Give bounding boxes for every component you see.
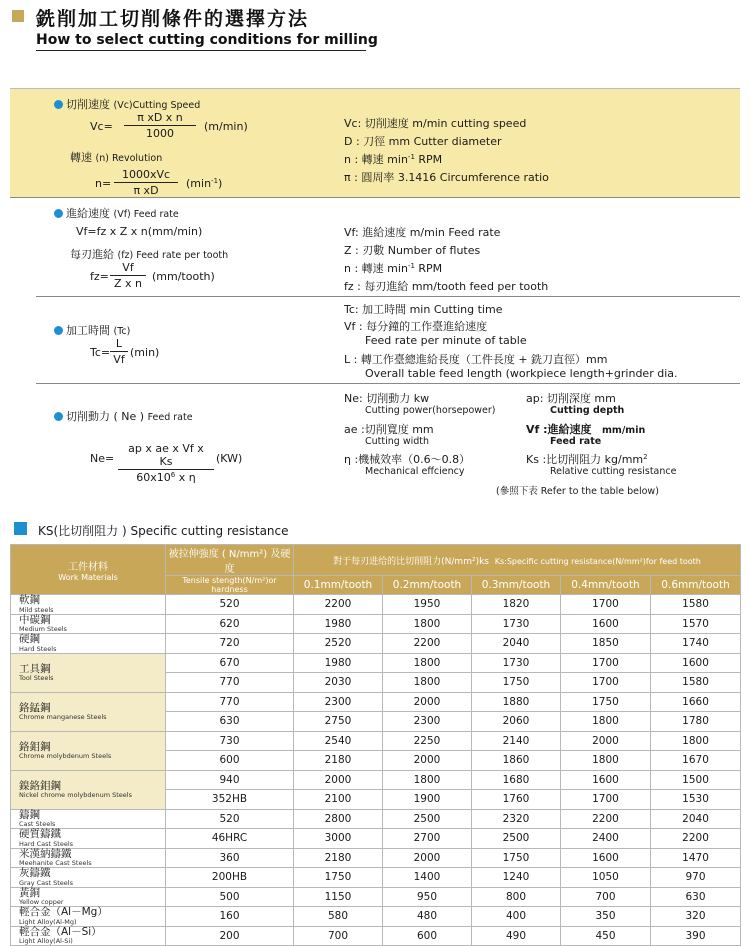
fz-unit: (mm/tooth): [152, 270, 215, 283]
header-feed: 0.3mm/tooth: [472, 576, 561, 595]
ks-marker: [14, 522, 27, 535]
def-n2: n : 轉速 $\min^{-1}$ RPM: [344, 262, 443, 275]
ks-value-cell: 320: [651, 907, 741, 927]
table-row: [11, 595, 741, 615]
tensile-cell: 200: [166, 926, 294, 946]
table-row: [11, 692, 741, 712]
ks-value-cell: 1860: [472, 751, 561, 771]
tc-lhs: Tc=: [90, 346, 111, 359]
header-feed: 0.2mm/tooth: [383, 576, 472, 595]
ks-value-cell: 1600: [561, 770, 651, 790]
ks-value-cell: 800: [472, 887, 561, 907]
ks-value-cell: 1400: [383, 868, 472, 888]
material-cell: 鉻鉬鋼 Chrome molybdenum Steels: [11, 731, 166, 770]
table-row: [11, 907, 741, 927]
ks-value-cell: 1950: [383, 595, 472, 615]
tensile-cell: 600: [166, 751, 294, 771]
tensile-cell: 352HB: [166, 790, 294, 810]
bullet-icon: [54, 412, 63, 421]
n-unit: $(\min^{-1})$: [186, 177, 223, 190]
ks-value-cell: 2300: [294, 692, 383, 712]
feed-heading: 進給速度 (Vf) Feed rate: [54, 205, 179, 221]
def-ks-en: Relative cutting resistance: [550, 466, 677, 477]
ks-value-cell: 1850: [561, 634, 651, 654]
ks-value-cell: 1580: [651, 595, 741, 615]
tensile-cell: 630: [166, 712, 294, 732]
def-l-en: Overall table feed length (workpiece length+grinder dia.: [365, 367, 678, 380]
ks-value-cell: 2180: [294, 848, 383, 868]
ks-value-cell: 1750: [294, 868, 383, 888]
ks-value-cell: 1530: [651, 790, 741, 810]
def-vf2-en: Feed rate: [550, 436, 602, 447]
ks-value-cell: 1240: [472, 868, 561, 888]
ks-value-cell: 1750: [472, 673, 561, 693]
ks-value-cell: 1660: [651, 692, 741, 712]
material-cell: 黃銅 Yellow copper: [11, 887, 166, 907]
tensile-cell: 770: [166, 673, 294, 693]
ks-value-cell: 1050: [561, 868, 651, 888]
tensile-cell: 520: [166, 809, 294, 829]
ks-value-cell: 2140: [472, 731, 561, 751]
ks-value-cell: 1800: [651, 731, 741, 751]
def-d: D : 刀徑 mm Cutter diameter: [344, 135, 502, 148]
ks-value-cell: 1780: [651, 712, 741, 732]
title-underline: [36, 50, 366, 51]
ks-value-cell: 1980: [294, 653, 383, 673]
cutting-speed-heading: 切削速度 (Vc)Cutting Speed: [54, 96, 200, 112]
ks-value-cell: 1900: [383, 790, 472, 810]
material-cell: 工具鋼 Tool Steels: [11, 653, 166, 692]
ne-fraction: $\frac{\text{ap x ae x Vf x Ks}}{60x10^6 x \eta}$: [118, 442, 214, 484]
bullet-icon: [54, 326, 63, 335]
ks-value-cell: 2200: [651, 829, 741, 849]
ks-value-cell: 1800: [383, 673, 472, 693]
def-l: L : 轉工作臺總進給長度（工件長度 + 銑刀直徑）mm: [344, 353, 608, 366]
material-cell: 輕合金（Al－Mg） Light Alloy(Al-Mg): [11, 907, 166, 927]
ks-value-cell: 2100: [294, 790, 383, 810]
header-marker: [12, 10, 24, 22]
ks-value-cell: 2040: [651, 809, 741, 829]
cutting-speed-section: [10, 88, 740, 198]
def-n: n : 轉速 $\min^{-1}$ RPM: [344, 153, 443, 166]
ks-value-cell: 2400: [561, 829, 651, 849]
ks-value-cell: 2000: [561, 731, 651, 751]
tensile-cell: 730: [166, 731, 294, 751]
def-vf: Vf: 進給速度 m/min Feed rate: [344, 226, 501, 239]
ks-table: [10, 544, 741, 946]
table-row: [11, 770, 741, 790]
def-vc: Vc: 切削速度 m/min cutting speed: [344, 117, 527, 130]
material-cell: 米漢納鑄鐵 Meehanite Cast Steels: [11, 848, 166, 868]
ks-title: KS(比切削阻力 ) Specific cutting resistance: [38, 524, 289, 538]
def-vf-min-en: Feed rate per minute of table: [365, 334, 527, 347]
ks-value-cell: 1700: [561, 790, 651, 810]
revolution-heading: 轉速 (n) Revolution: [70, 151, 163, 164]
def-ks: Ks :比切削阻力 $kg/mm^2$: [526, 453, 648, 466]
tensile-cell: 360: [166, 848, 294, 868]
header-group: 對于每刃进给的比切削阻力(N/mm²)ks Ks:Specific cutting resistance(N/mm²)for feed tooth: [294, 545, 741, 576]
tensile-cell: 500: [166, 887, 294, 907]
ks-value-cell: 1800: [383, 770, 472, 790]
bullet-icon: [54, 100, 63, 109]
ks-value-cell: 1730: [472, 614, 561, 634]
table-row: [11, 926, 741, 946]
vc-unit: (m/min): [204, 120, 248, 133]
ks-value-cell: 1800: [561, 751, 651, 771]
material-cell: 鉻錳鋼 Chrome manganese Steels: [11, 692, 166, 731]
ks-value-cell: 1500: [651, 770, 741, 790]
cutting-power-section: [10, 384, 740, 499]
ks-value-cell: 390: [651, 926, 741, 946]
ks-value-cell: 2800: [294, 809, 383, 829]
ks-value-cell: 450: [561, 926, 651, 946]
ks-value-cell: 3000: [294, 829, 383, 849]
material-cell: 硬鋼 Hard Steels: [11, 634, 166, 654]
ks-value-cell: 2040: [472, 634, 561, 654]
header-feed: 0.4mm/tooth: [561, 576, 651, 595]
def-ap: ap: 切削深度 mm: [526, 392, 616, 405]
def-eta: η :機械效率（0.6～0.8）: [344, 453, 471, 466]
fz-lhs: fz=: [90, 270, 109, 283]
bullet-icon: [54, 209, 63, 218]
ks-value-cell: 2750: [294, 712, 383, 732]
ne-lhs: Ne=: [90, 452, 115, 465]
power-heading: 切削動力 ( Ne ) Feed rate: [54, 408, 193, 424]
table-row: [11, 809, 741, 829]
ks-value-cell: 1680: [472, 770, 561, 790]
def-vf2: Vf :進給速度 mm/min: [526, 423, 646, 436]
feed-rate-section: [10, 198, 740, 296]
ks-value-cell: 1600: [651, 653, 741, 673]
ks-value-cell: 1470: [651, 848, 741, 868]
ks-value-cell: 950: [383, 887, 472, 907]
tensile-cell: 46HRC: [166, 829, 294, 849]
ks-value-cell: 1800: [383, 653, 472, 673]
ks-value-cell: 350: [561, 907, 651, 927]
tooth-heading: 每刃進給 (fz) Feed rate per tooth: [70, 248, 229, 261]
ks-value-cell: 1570: [651, 614, 741, 634]
ks-value-cell: 1880: [472, 692, 561, 712]
ks-value-cell: 1750: [561, 692, 651, 712]
table-row: [11, 653, 741, 673]
ks-value-cell: 1580: [651, 673, 741, 693]
ks-value-cell: 2000: [383, 848, 472, 868]
material-cell: 硬質鑄鐵 Hard Cast Steels: [11, 829, 166, 849]
ks-value-cell: 2200: [294, 595, 383, 615]
table-row: [11, 868, 741, 888]
ks-value-cell: 2000: [294, 770, 383, 790]
material-cell: 軟鋼 Mild steels: [11, 595, 166, 615]
vc-lhs: Vc=: [90, 120, 113, 133]
def-ae: ae :切削寬度 mm: [344, 423, 434, 436]
ks-value-cell: 1760: [472, 790, 561, 810]
ks-value-cell: 2700: [383, 829, 472, 849]
ks-value-cell: 490: [472, 926, 561, 946]
material-cell: 中碳鋼 Medium Steels: [11, 614, 166, 634]
def-pi: π : 圓周率 3.1416 Circumference ratio: [344, 171, 549, 184]
page-title: 銑削加工切削條件的選擇方法: [36, 8, 310, 30]
ks-value-cell: 2200: [383, 634, 472, 654]
tensile-cell: 770: [166, 692, 294, 712]
ks-value-cell: 630: [651, 887, 741, 907]
tensile-cell: 670: [166, 653, 294, 673]
time-heading: 加工時間 (Tc): [54, 322, 130, 338]
ks-value-cell: 2320: [472, 809, 561, 829]
ks-value-cell: 1700: [561, 653, 651, 673]
material-cell: 鎳鉻鉬鋼 Nickel chrome molybdenum Steels: [11, 770, 166, 809]
def-eta-en: Mechanical effciency: [365, 466, 465, 477]
table-row: [11, 887, 741, 907]
def-ap-en: Cutting depth: [550, 405, 625, 416]
def-ne-en: Cutting power(horsepower): [365, 405, 496, 416]
ks-value-cell: 2000: [383, 751, 472, 771]
tensile-cell: 200HB: [166, 868, 294, 888]
cutting-time-section: [10, 297, 740, 382]
ks-value-cell: 480: [383, 907, 472, 927]
vc-fraction: $\frac{\text{π xD x n}}{1000}$: [124, 111, 196, 140]
ks-value-cell: 700: [294, 926, 383, 946]
def-tc: Tc: 加工時間 min Cutting time: [344, 303, 503, 316]
material-cell: 鑄鋼 Cast Steels: [11, 809, 166, 829]
ks-value-cell: 2180: [294, 751, 383, 771]
fz-fraction: $\frac{Vf}{\text{Z x n}}$: [110, 261, 146, 290]
ks-value-cell: 2520: [294, 634, 383, 654]
ks-value-cell: 1740: [651, 634, 741, 654]
ks-value-cell: 970: [651, 868, 741, 888]
ks-value-cell: 2540: [294, 731, 383, 751]
ks-value-cell: 2060: [472, 712, 561, 732]
ks-value-cell: 1700: [561, 673, 651, 693]
tc-fraction: $\frac{L}{Vf}$: [110, 337, 128, 366]
ks-value-cell: 1820: [472, 595, 561, 615]
table-row: [11, 848, 741, 868]
ks-value-cell: 2000: [383, 692, 472, 712]
n-lhs: n=: [95, 177, 112, 190]
table-row: [11, 731, 741, 751]
tensile-cell: 520: [166, 595, 294, 615]
ks-value-cell: 400: [472, 907, 561, 927]
ks-value-cell: 2300: [383, 712, 472, 732]
ks-value-cell: 2500: [383, 809, 472, 829]
def-z: Z : 刃數 Number of flutes: [344, 244, 481, 257]
header-feed: 0.6mm/tooth: [651, 576, 741, 595]
tensile-cell: 160: [166, 907, 294, 927]
tc-unit: (min): [130, 346, 160, 359]
def-ae-en: Cutting width: [365, 436, 429, 447]
ks-value-cell: 1800: [561, 712, 651, 732]
tensile-cell: 940: [166, 770, 294, 790]
ks-value-cell: 580: [294, 907, 383, 927]
ks-value-cell: 1600: [561, 848, 651, 868]
ks-value-cell: 1800: [383, 614, 472, 634]
tensile-cell: 720: [166, 634, 294, 654]
table-row: [11, 634, 741, 654]
ks-value-cell: 2030: [294, 673, 383, 693]
ks-value-cell: 1730: [472, 653, 561, 673]
feed-formula: Vf=fz x Z x n(mm/min): [76, 225, 203, 238]
ks-value-cell: 1600: [561, 614, 651, 634]
header-feed: 0.1mm/tooth: [294, 576, 383, 595]
ks-value-cell: 1150: [294, 887, 383, 907]
header-material: 工件材料 Work Materials: [11, 545, 166, 595]
material-cell: 灰鑄鐵 Gray Cast Steels: [11, 868, 166, 888]
def-ne: Ne: 切削動力 kw: [344, 392, 430, 405]
tensile-cell: 620: [166, 614, 294, 634]
ks-value-cell: 2500: [472, 829, 561, 849]
table-row: [11, 614, 741, 634]
material-cell: 輕合金（Al－Si） Light Alloy(Al-Si): [11, 926, 166, 946]
n-fraction: 1000xVc π xD: [114, 168, 178, 197]
ks-value-cell: 1980: [294, 614, 383, 634]
page-subtitle: How to select cutting conditions for milling: [36, 32, 378, 48]
header-tensile-en: Tensile stength(N/m²)or hardness: [166, 576, 294, 595]
header-tensile-cn: 被拉伸強度 ( N/mm²) 及硬度: [166, 545, 294, 576]
ks-value-cell: 1700: [561, 595, 651, 615]
table-row: [11, 829, 741, 849]
ks-value-cell: 1670: [651, 751, 741, 771]
ks-value-cell: 700: [561, 887, 651, 907]
ne-unit: (KW): [216, 452, 243, 465]
ks-value-cell: 600: [383, 926, 472, 946]
ks-value-cell: 2200: [561, 809, 651, 829]
ks-value-cell: 2250: [383, 731, 472, 751]
refer-table-note: (參照下表 Refer to the table below): [496, 486, 659, 497]
def-fz: fz : 每刃進給 mm/tooth feed per tooth: [344, 280, 549, 293]
ks-value-cell: 1750: [472, 848, 561, 868]
def-vf-min: Vf : 每分鐘的工作臺進給速度: [344, 320, 488, 333]
